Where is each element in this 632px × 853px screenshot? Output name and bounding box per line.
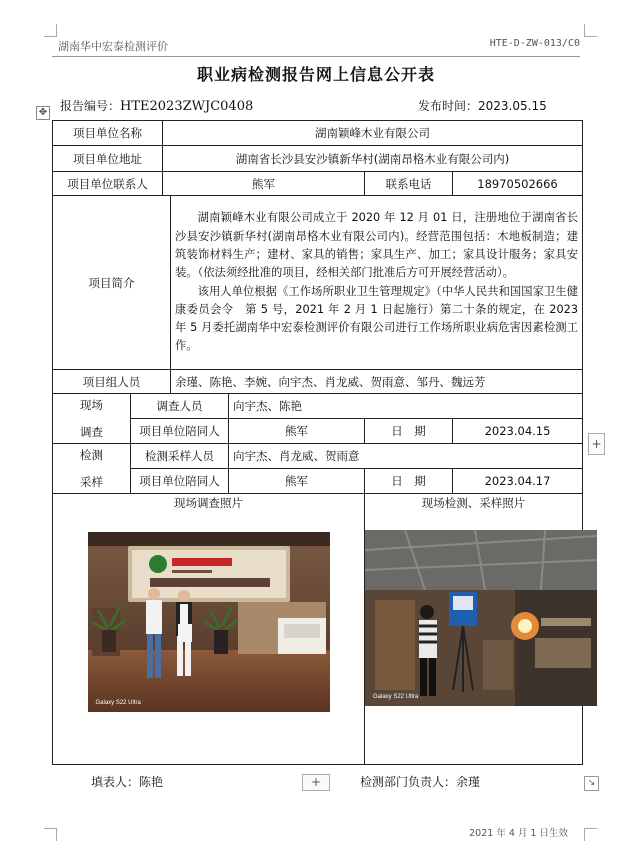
team-label: 项目组人员	[53, 370, 171, 394]
publish-date	[418, 97, 547, 114]
sampling-staff: 向宇杰、肖龙威、贺雨意	[229, 444, 583, 469]
sampling-photo-watermark: Galaxy S22 Ultra	[373, 694, 419, 700]
phone-value: 18970502666	[453, 172, 583, 196]
survey-staff-label: 调查人员	[131, 394, 229, 419]
unit-address-label: 项目单位地址	[53, 146, 163, 172]
sampling-escort-label: 项目单位陪同人	[131, 469, 229, 494]
publish-date-label: 发布时间：	[418, 99, 479, 113]
team-members: 余瑾、陈艳、李婉、向宇杰、肖龙威、贺雨意、邹丹、魏远芳	[171, 370, 583, 394]
sampling-photo-title: 现场检测、采样照片	[421, 496, 526, 510]
corner-mark-top-right	[584, 24, 597, 37]
header-company: 湖南华中宏泰检测评价	[58, 40, 168, 53]
corner-mark-bottom-right	[584, 828, 597, 841]
plus-icon-right[interactable]: +	[588, 433, 605, 455]
unit-name: 湖南颖峰木业有限公司	[163, 121, 583, 146]
sampling-photo-cell	[365, 494, 583, 765]
report-number	[60, 97, 253, 114]
resize-arrow-icon[interactable]: ↘	[584, 776, 599, 791]
survey-photo-title: 现场调查照片	[174, 496, 243, 510]
sampling-label-line-1: 检测	[80, 448, 103, 462]
sampling-date: 2023.04.17	[453, 469, 583, 494]
survey-photo	[88, 532, 330, 712]
page-title: 职业病检测报告网上信息公开表	[196, 65, 435, 84]
sampling-label-line-2: 采样	[80, 475, 103, 489]
header-rule	[52, 56, 580, 57]
report-table	[52, 120, 583, 765]
move-handle-icon[interactable]: ✥	[36, 106, 50, 120]
survey-escort: 熊军	[229, 419, 365, 444]
sampling-staff-label: 检测采样人员	[131, 444, 229, 469]
contact-label: 项目单位联系人	[53, 172, 163, 196]
dept-head-label: 检测部门负责人：	[360, 775, 457, 789]
survey-date: 2023.04.15	[453, 419, 583, 444]
sampling-escort: 熊军	[229, 469, 365, 494]
intro-paragraph-1: 湖南颖峰木业有限公司成立于 2020 年 12 月 01 日，注册地位于湖南省长沙县安沙镇新华村(湖南昂格木业有限公司内)。经营范围包括：木地板制造；建筑装饰材料生产；建材、家具的销售；家具生产、加工；家具设计服务；家具安装。（依法须经批准的项目，经相关部门批准后方可开展经营活动）。	[175, 211, 579, 280]
header-doc-code: HTE-D-ZW-013/C0	[489, 38, 580, 49]
filler-signature	[91, 773, 163, 790]
survey-staff: 向宇杰、陈艳	[229, 394, 583, 419]
contact-name: 熊军	[163, 172, 365, 196]
unit-name-label: 项目单位名称	[53, 121, 163, 146]
survey-photo-watermark: Galaxy S22 Ultra	[95, 700, 141, 706]
filler-label: 填表人：	[91, 775, 140, 789]
unit-address: 湖南省长沙县安沙镇新华村(湖南昂格木业有限公司内)	[163, 146, 583, 172]
corner-mark-top-left	[44, 24, 57, 37]
dept-head-name: 余瑾	[456, 775, 481, 789]
sampling-photo-image	[365, 530, 597, 706]
report-number-value: HTE2023ZWJC0408	[120, 99, 254, 114]
plus-icon-bottom[interactable]: +	[302, 774, 330, 791]
survey-photo-cell	[53, 494, 365, 765]
dept-head-signature	[360, 773, 480, 790]
survey-section-label	[53, 394, 131, 444]
survey-label-line-1: 现场	[80, 398, 103, 412]
survey-date-label: 日 期	[365, 419, 453, 444]
survey-photo-image	[88, 532, 330, 712]
survey-escort-label: 项目单位陪同人	[131, 419, 229, 444]
filler-name: 陈艳	[139, 775, 164, 789]
publish-date-value: 2023.05.15	[478, 99, 547, 113]
corner-mark-bottom-left	[44, 828, 57, 841]
sampling-date-label: 日 期	[365, 469, 453, 494]
intro-label: 项目简介	[53, 196, 171, 370]
survey-label-line-2: 调查	[80, 425, 103, 439]
sampling-photo	[365, 530, 597, 706]
report-number-label: 报告编号：	[60, 99, 121, 113]
sampling-section-label	[53, 444, 131, 494]
intro-paragraph-2: 该用人单位根据《工作场所职业卫生管理规定》（中华人民共和国国家卫生健康委员会令 第 5 号，2021 年 2 月 1 日起施行）第二十条的规定，在 2023 年 5 月委托湖南华中宏泰检测评价有限公司进行工作场所职业病危害因素检测工作。	[175, 284, 579, 353]
footer-effective-date: 2021 年 4 月 1 日生效	[469, 828, 568, 839]
intro-text	[171, 196, 583, 370]
phone-label: 联系电话	[365, 172, 453, 196]
